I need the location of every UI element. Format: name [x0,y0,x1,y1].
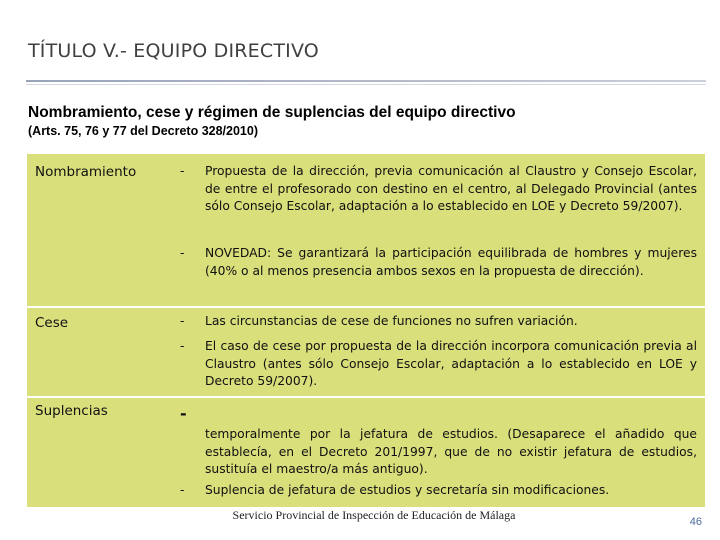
title-divider [26,80,706,82]
bullet-dash: - [180,339,185,353]
slide-title: TÍTULO V.- EQUIPO DIRECTIVO [28,40,319,62]
item-text: Suplencia de jefatura de estudios y secretaría sin modificaciones. [205,483,610,497]
decree-reference: (Arts. 75, 76 y 77 del Decreto 328/2010) [28,124,258,138]
title-divider-secondary [26,84,706,85]
row-label-suplencias: Suplencias [35,403,108,419]
table-row-suplencias [27,396,705,509]
footer-text: Servicio Provincial de Inspección de Educación de Málaga [232,508,516,522]
list-item [180,426,697,479]
item-text: El caso de cese por propuesta de la dirección incorpora comunicación previa al Claustro (antes sólo Consejo Escolar, adaptación a lo establecido en LOE y Decreto 59/2007). [205,339,697,388]
list-item [180,163,697,216]
page-number: 46 [689,516,702,528]
list-item [180,338,697,391]
row-label-cese: Cese [35,315,69,331]
bullet-dash: - [180,164,185,178]
item-text: NOVEDAD: Se garantizará la participación equilibrada de hombres y mujeres (40% o al menos presencia ambos sexos en la propuesta de dirección). [205,246,697,278]
list-item [180,482,697,500]
content-table [26,153,706,508]
section-heading: Nombramiento, cese y régimen de suplencias del equipo directivo [28,104,516,121]
bullet-dash: - [180,314,185,328]
row-label-nombramiento: Nombramiento [35,164,137,180]
bullet-dash: - [180,483,185,497]
item-text: Propuesta de la dirección, previa comunicación al Claustro y Consejo Escolar, de entre el profesorado con destino en el centro, al Delegado Provincial (antes sólo Consejo Escolar, adaptación a lo establecido en LOE y Decreto 59/2007). [205,164,697,213]
list-item [180,245,697,280]
item-text: Las circunstancias de cese de funciones no sufren variación. [205,314,578,328]
list-item [180,313,697,331]
table-row-nombramiento [27,154,705,306]
bullet-dash: - [180,246,185,260]
footer [0,508,720,523]
table-row-cese [27,306,705,398]
bullet-dash: - [180,404,187,423]
item-text: temporalmente por la jefatura de estudios. (Desaparece el añadido que establecía, en el Decreto 201/1997, que de no existir jefatura de estudios, sustituía el maestro/a más antiguo). [205,427,697,476]
